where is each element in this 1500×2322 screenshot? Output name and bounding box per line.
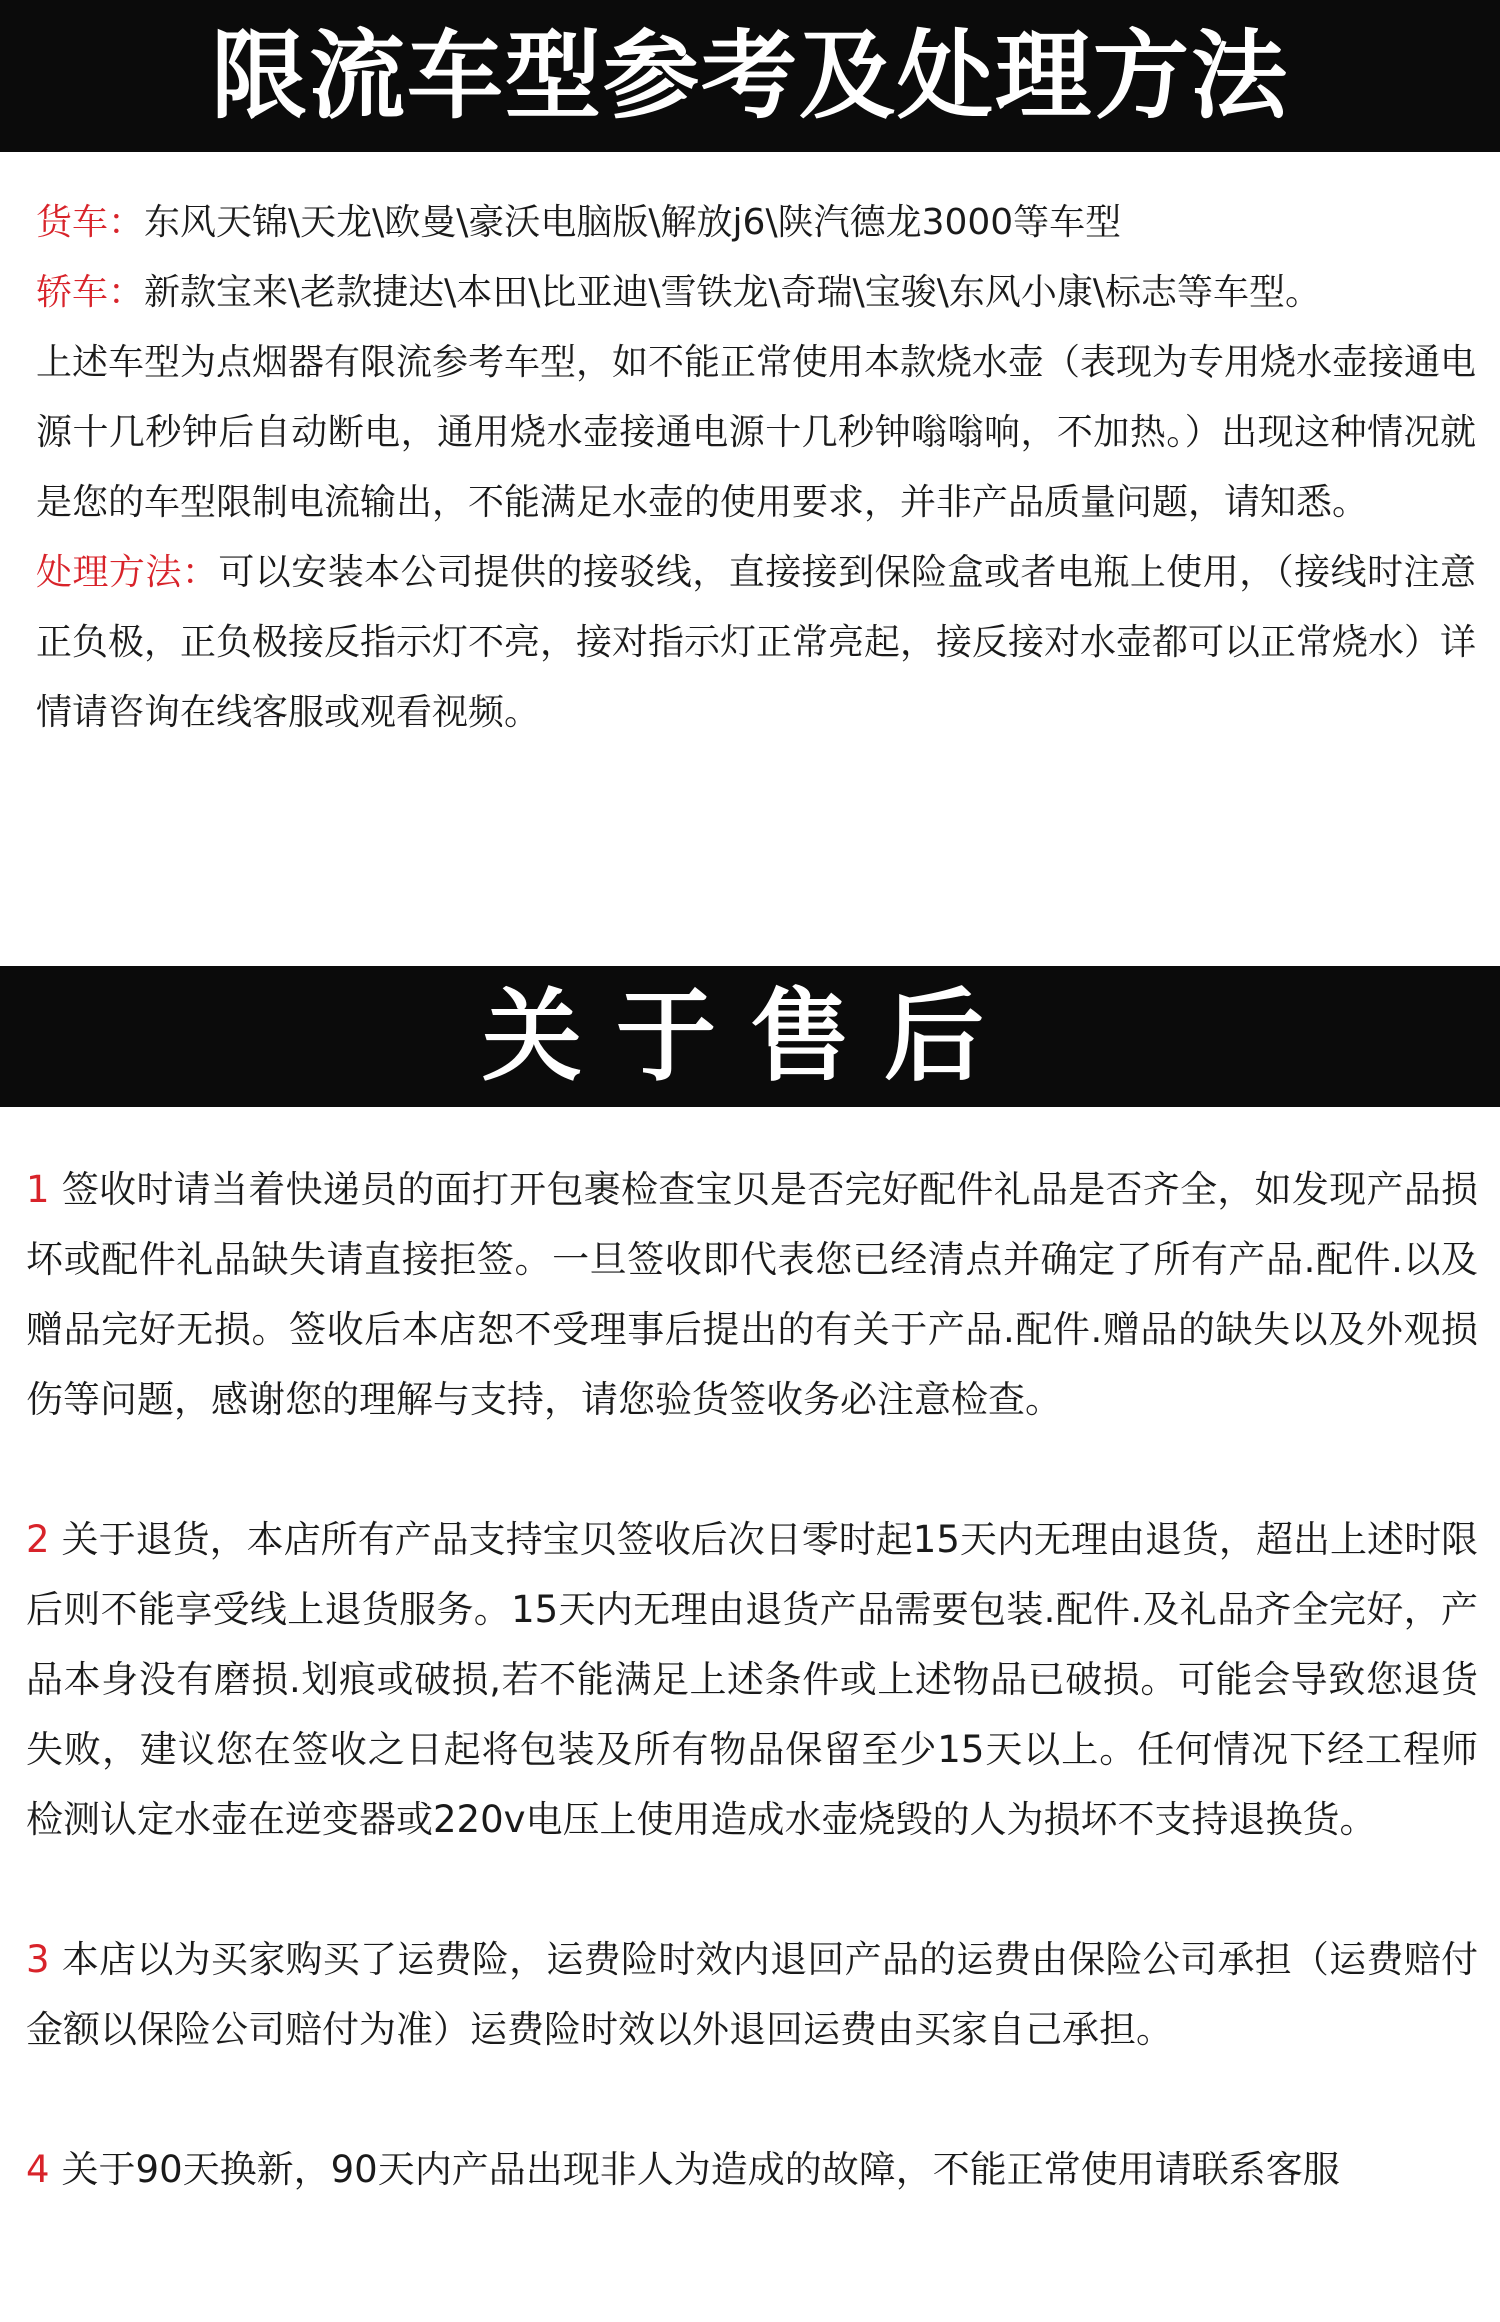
item-text: 本店以为买家购买了运费险，运费险时效内退回产品的运费由保险公司承担（运费赔付金额以保险公司赔付为准）运费险时效以外退回运费由买家自己承担。 (26, 1938, 1478, 2051)
after-sales-item (26, 1155, 1478, 1435)
item-number: 4 (26, 2148, 50, 2191)
after-sales-item (26, 1925, 1478, 2065)
item-number: 3 (26, 1938, 50, 1981)
limit-models-section (36, 188, 1476, 748)
item-number: 2 (26, 1518, 50, 1561)
method-label: 处理方法： (36, 552, 219, 593)
section-title-traffic-limit: 限流车型参考及处理方法 (0, 0, 1500, 152)
truck-paragraph (36, 188, 1476, 258)
item-number: 1 (26, 1168, 50, 1211)
item-text: 关于退货，本店所有产品支持宝贝签收后次日零时起15天内无理由退货，超出上述时限后则不能享受线上退货服务。15天内无理由退货产品需要包装.配件.及礼品齐全完好，产品本身没有磨损.划痕或破损,若不能满足上述条件或上述物品已破损。可能会导致您退货失败，建议您在签收之日起将包装及所有物品保留至少15天以上。任何情况下经工程师检测认定水壶在逆变器或220v电压上使用造成水壶烧毁的人为损坏不支持退换货。 (26, 1518, 1478, 1841)
item-text: 签收时请当着快递员的面打开包裹检查宝贝是否完好配件礼品是否齐全，如发现产品损坏或配件礼品缺失请直接拒签。一旦签收即代表您已经清点并确定了所有产品.配件.以及赠品完好无损。签收后本店恕不受理事后提出的有关于产品.配件.赠品的缺失以及外观损伤等问题，感谢您的理解与支持，请您验货签收务必注意检查。 (26, 1168, 1478, 1421)
section-title-after-sales: 关于售后 (0, 966, 1500, 1107)
method-text: 可以安装本公司提供的接驳线，直接接到保险盒或者电瓶上使用，（接线时注意正负极，正负极接反指示灯不亮，接对指示灯正常亮起，接反接对水壶都可以正常烧水）详情请咨询在线客服或观看视频。 (36, 552, 1477, 733)
method-paragraph (36, 538, 1476, 748)
limit-note-paragraph: 上述车型为点烟器有限流参考车型，如不能正常使用本款烧水壶（表现为专用烧水壶接通电源十几秒钟后自动断电，通用烧水壶接通电源十几秒钟嗡嗡响，不加热。）出现这种情况就是您的车型限制电流输出，不能满足水壶的使用要求，并非产品质量问题，请知悉。 (36, 342, 1477, 523)
truck-text: 东风天锦\天龙\欧曼\豪沃电脑版\解放j6\陕汽德龙3000等车型 (144, 202, 1122, 243)
after-sales-item (26, 2135, 1478, 2205)
truck-label: 货车： (36, 202, 145, 243)
item-text: 关于90天换新，90天内产品出现非人为造成的故障，不能正常使用请联系客服 (61, 2148, 1340, 2191)
car-paragraph (36, 258, 1476, 328)
after-sales-section (26, 1155, 1478, 2275)
after-sales-item (26, 1505, 1478, 1855)
car-label: 轿车： (36, 272, 145, 313)
car-text: 新款宝来\老款捷达\本田\比亚迪\雪铁龙\奇瑞\宝骏\东风小康\标志等车型。 (144, 272, 1322, 313)
